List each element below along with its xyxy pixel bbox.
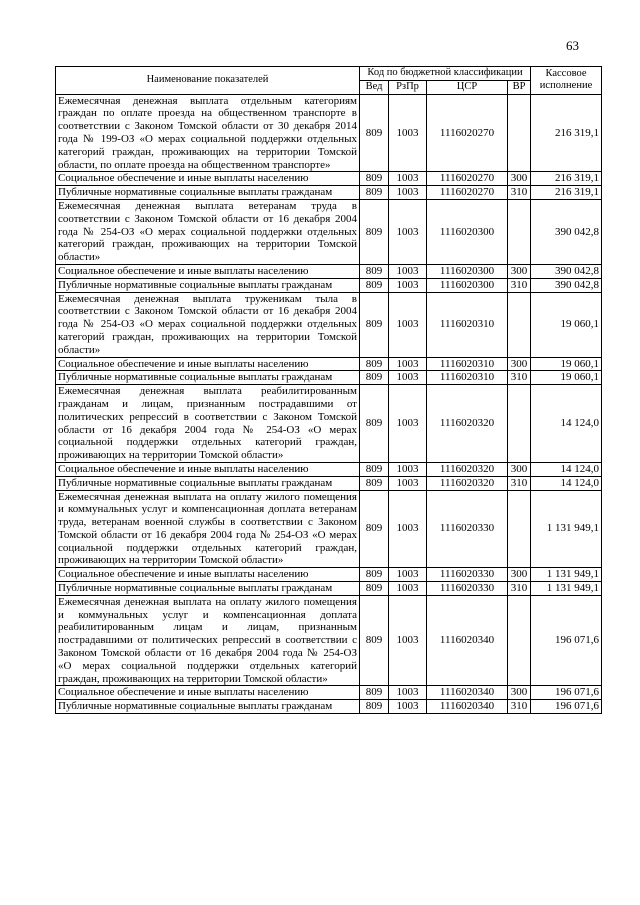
header-vr: ВР bbox=[508, 80, 531, 94]
row-rzpr: 1003 bbox=[389, 582, 427, 596]
row-rzpr: 1003 bbox=[389, 186, 427, 200]
row-rzpr: 1003 bbox=[389, 686, 427, 700]
row-name: Ежемесячная денежная выплата отдельным категориям граждан по оплате проезда на общественном транспорте в соответствии с Законом Томской области от 30 декабря 2014 года № 199-ОЗ «О мерах социальной поддержки отдельных категорий граждан, проживающих на территории Томской области, по оплате проезда на общественном транспорте» bbox=[56, 94, 360, 172]
table-row bbox=[56, 186, 602, 200]
row-vr: 310 bbox=[508, 476, 531, 490]
table-row bbox=[56, 371, 602, 385]
row-csr: 1116020310 bbox=[427, 371, 508, 385]
row-rzpr: 1003 bbox=[389, 700, 427, 714]
row-amount: 196 071,6 bbox=[531, 686, 602, 700]
row-csr: 1116020310 bbox=[427, 357, 508, 371]
row-rzpr: 1003 bbox=[389, 490, 427, 568]
row-amount: 216 319,1 bbox=[531, 186, 602, 200]
row-ved: 809 bbox=[360, 582, 389, 596]
table-row bbox=[56, 172, 602, 186]
row-vr: 300 bbox=[508, 568, 531, 582]
row-csr: 1116020310 bbox=[427, 292, 508, 357]
row-csr: 1116020340 bbox=[427, 700, 508, 714]
table-row bbox=[56, 278, 602, 292]
table-row bbox=[56, 568, 602, 582]
table-row bbox=[56, 94, 602, 172]
row-name: Социальное обеспечение и иные выплаты населению bbox=[56, 686, 360, 700]
header-code-group: Код по бюджетной классификации bbox=[360, 67, 531, 81]
row-name: Публичные нормативные социальные выплаты гражданам bbox=[56, 476, 360, 490]
row-csr: 1116020300 bbox=[427, 278, 508, 292]
row-name: Ежемесячная денежная выплата на оплату жилого помещения и коммунальных услуг и компенсационная доплата ветеранам труда, ветеранам военной службы в соответствии с Законом Томской области от 16 декабря 2004 года № 254-ОЗ «О мерах социальной поддержки отдельных категорий граждан, проживающих на территории Томской области» bbox=[56, 490, 360, 568]
row-vr: 300 bbox=[508, 172, 531, 186]
header-rzpr: РзПр bbox=[389, 80, 427, 94]
row-ved: 809 bbox=[360, 278, 389, 292]
row-rzpr: 1003 bbox=[389, 371, 427, 385]
row-vr bbox=[508, 199, 531, 264]
row-csr: 1116020330 bbox=[427, 582, 508, 596]
row-amount: 19 060,1 bbox=[531, 371, 602, 385]
row-rzpr: 1003 bbox=[389, 172, 427, 186]
row-name: Социальное обеспечение и иные выплаты населению bbox=[56, 568, 360, 582]
row-name: Публичные нормативные социальные выплаты гражданам bbox=[56, 700, 360, 714]
row-rzpr: 1003 bbox=[389, 568, 427, 582]
header-csr: ЦСР bbox=[427, 80, 508, 94]
row-ved: 809 bbox=[360, 357, 389, 371]
row-name: Публичные нормативные социальные выплаты гражданам bbox=[56, 371, 360, 385]
table-row bbox=[56, 385, 602, 463]
row-ved: 809 bbox=[360, 172, 389, 186]
row-name: Публичные нормативные социальные выплаты гражданам bbox=[56, 278, 360, 292]
row-rzpr: 1003 bbox=[389, 94, 427, 172]
row-name: Ежемесячная денежная выплата труженикам тыла в соответствии с Законом Томской области от 16 декабря 2004 года № 254-ОЗ «О мерах социальной поддержки отдельных категорий граждан, проживающих на территории Томской области» bbox=[56, 292, 360, 357]
table-row bbox=[56, 264, 602, 278]
row-ved: 809 bbox=[360, 94, 389, 172]
row-vr: 300 bbox=[508, 357, 531, 371]
table-row bbox=[56, 700, 602, 714]
row-vr bbox=[508, 292, 531, 357]
row-amount: 390 042,8 bbox=[531, 278, 602, 292]
row-rzpr: 1003 bbox=[389, 278, 427, 292]
row-ved: 809 bbox=[360, 686, 389, 700]
row-csr: 1116020320 bbox=[427, 462, 508, 476]
row-amount: 14 124,0 bbox=[531, 462, 602, 476]
row-ved: 809 bbox=[360, 371, 389, 385]
row-vr: 300 bbox=[508, 686, 531, 700]
table-row bbox=[56, 686, 602, 700]
row-csr: 1116020300 bbox=[427, 264, 508, 278]
table-row bbox=[56, 357, 602, 371]
row-name: Социальное обеспечение и иные выплаты населению bbox=[56, 264, 360, 278]
row-vr: 310 bbox=[508, 278, 531, 292]
row-amount: 390 042,8 bbox=[531, 199, 602, 264]
row-vr: 300 bbox=[508, 264, 531, 278]
row-amount: 216 319,1 bbox=[531, 172, 602, 186]
row-amount: 1 131 949,1 bbox=[531, 490, 602, 568]
row-amount: 196 071,6 bbox=[531, 595, 602, 686]
row-amount: 390 042,8 bbox=[531, 264, 602, 278]
row-vr: 310 bbox=[508, 700, 531, 714]
row-ved: 809 bbox=[360, 568, 389, 582]
header-cash: Кассовое исполнение bbox=[531, 67, 602, 95]
row-rzpr: 1003 bbox=[389, 199, 427, 264]
row-csr: 1116020300 bbox=[427, 199, 508, 264]
row-name: Ежемесячная денежная выплата на оплату жилого помещения и коммунальных услуг и компенсационная доплата реабилитированным лицам и лицам, признанным пострадавшими от политических репрессий в соответствии с Законом Томской области от 16 декабря 2004 года № 254-ОЗ «О мерах социальной поддержки отдельных категорий граждан, проживающих на территории Томской области» bbox=[56, 595, 360, 686]
row-vr bbox=[508, 94, 531, 172]
row-rzpr: 1003 bbox=[389, 264, 427, 278]
table-row bbox=[56, 199, 602, 264]
row-csr: 1116020270 bbox=[427, 172, 508, 186]
row-rzpr: 1003 bbox=[389, 357, 427, 371]
row-ved: 809 bbox=[360, 490, 389, 568]
row-ved: 809 bbox=[360, 186, 389, 200]
row-name: Ежемесячная денежная выплата реабилитированным гражданам и лицам, признанным пострадавшими от политических репрессий в соответствии с Законом Томской области от 16 декабря 2004 года № 254-ОЗ «О мерах социальной поддержки отдельных категорий граждан, проживающих на территории Томской области» bbox=[56, 385, 360, 463]
row-csr: 1116020270 bbox=[427, 94, 508, 172]
table-row bbox=[56, 476, 602, 490]
row-vr: 310 bbox=[508, 582, 531, 596]
row-vr: 300 bbox=[508, 462, 531, 476]
row-csr: 1116020330 bbox=[427, 568, 508, 582]
row-name: Социальное обеспечение и иные выплаты населению bbox=[56, 462, 360, 476]
header-row-top bbox=[56, 67, 602, 81]
row-rzpr: 1003 bbox=[389, 292, 427, 357]
row-ved: 809 bbox=[360, 264, 389, 278]
page-number: 63 bbox=[566, 38, 579, 53]
row-rzpr: 1003 bbox=[389, 385, 427, 463]
row-name: Ежемесячная денежная выплата ветеранам труда в соответствии с Законом Томской области от 16 декабря 2004 года № 254-ОЗ «О мерах социальной поддержки отдельных категорий граждан, проживающих на территории Томской области» bbox=[56, 199, 360, 264]
row-amount: 1 131 949,1 bbox=[531, 582, 602, 596]
header-name: Наименование показателей bbox=[56, 67, 360, 95]
row-ved: 809 bbox=[360, 199, 389, 264]
row-name: Публичные нормативные социальные выплаты гражданам bbox=[56, 582, 360, 596]
row-amount: 196 071,6 bbox=[531, 700, 602, 714]
row-rzpr: 1003 bbox=[389, 462, 427, 476]
row-csr: 1116020340 bbox=[427, 686, 508, 700]
row-amount: 14 124,0 bbox=[531, 385, 602, 463]
table-row bbox=[56, 582, 602, 596]
row-rzpr: 1003 bbox=[389, 595, 427, 686]
row-name: Социальное обеспечение и иные выплаты населению bbox=[56, 357, 360, 371]
row-rzpr: 1003 bbox=[389, 476, 427, 490]
row-vr bbox=[508, 490, 531, 568]
row-amount: 19 060,1 bbox=[531, 292, 602, 357]
budget-execution-table bbox=[55, 66, 602, 714]
row-vr: 310 bbox=[508, 371, 531, 385]
row-csr: 1116020340 bbox=[427, 595, 508, 686]
row-csr: 1116020270 bbox=[427, 186, 508, 200]
row-ved: 809 bbox=[360, 476, 389, 490]
table-row bbox=[56, 490, 602, 568]
table-row bbox=[56, 292, 602, 357]
row-vr bbox=[508, 385, 531, 463]
row-csr: 1116020330 bbox=[427, 490, 508, 568]
row-ved: 809 bbox=[360, 292, 389, 357]
row-ved: 809 bbox=[360, 595, 389, 686]
row-vr: 310 bbox=[508, 186, 531, 200]
row-amount: 1 131 949,1 bbox=[531, 568, 602, 582]
row-name: Социальное обеспечение и иные выплаты населению bbox=[56, 172, 360, 186]
row-vr bbox=[508, 595, 531, 686]
table-body bbox=[56, 94, 602, 713]
table-row bbox=[56, 595, 602, 686]
table-row bbox=[56, 462, 602, 476]
row-amount: 14 124,0 bbox=[531, 476, 602, 490]
row-csr: 1116020320 bbox=[427, 476, 508, 490]
row-ved: 809 bbox=[360, 700, 389, 714]
row-amount: 19 060,1 bbox=[531, 357, 602, 371]
row-amount: 216 319,1 bbox=[531, 94, 602, 172]
row-ved: 809 bbox=[360, 385, 389, 463]
row-name: Публичные нормативные социальные выплаты гражданам bbox=[56, 186, 360, 200]
row-csr: 1116020320 bbox=[427, 385, 508, 463]
row-ved: 809 bbox=[360, 462, 389, 476]
header-ved: Вед bbox=[360, 80, 389, 94]
